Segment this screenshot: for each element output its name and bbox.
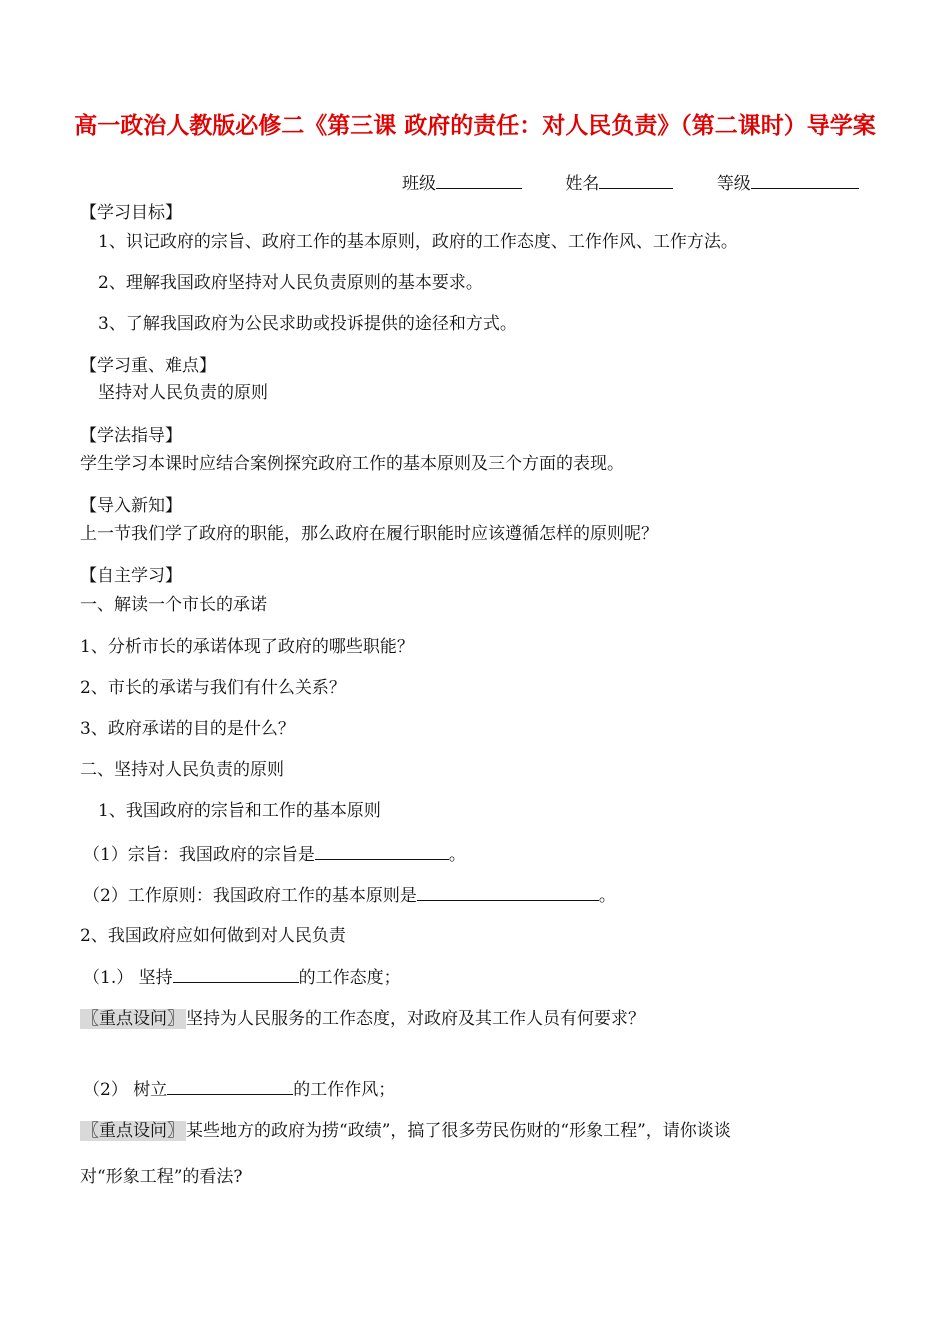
objectives-heading: 【学习目标】 — [80, 203, 182, 223]
question-2: 2、市长的承诺与我们有什么关系？ — [80, 678, 346, 698]
class-label: 班级 — [402, 174, 436, 194]
focus-question-1 — [80, 1008, 645, 1030]
intro-heading: 【导入新知】 — [80, 496, 182, 516]
part-1-heading: 一、解读一个市长的承诺 — [80, 595, 267, 615]
grade-field[interactable] — [717, 174, 859, 194]
question-1: 1、分析市长的承诺体现了政府的哪些职能？ — [80, 637, 414, 657]
part-2-item-2: 2、我国政府应如何做到对人民负责 — [80, 926, 346, 946]
objective-3: 3、了解我国政府为公民求助或投诉提供的途径和方式。 — [98, 314, 517, 334]
purpose-line — [83, 843, 466, 866]
keypoints-heading: 【学习重、难点】 — [80, 356, 216, 376]
student-info-row — [402, 172, 859, 195]
name-field[interactable] — [565, 174, 673, 194]
principle-label: （2）工作原则：我国政府工作的基本原则是 — [83, 886, 417, 906]
purpose-blank[interactable] — [315, 843, 449, 860]
part-2-item-1: 1、我国政府的宗旨和工作的基本原则 — [98, 801, 381, 821]
principle-end: 。 — [598, 886, 616, 906]
purpose-end: 。 — [448, 845, 466, 865]
style-label: （2） 树立 — [83, 1080, 168, 1100]
keypoints-text: 坚持对人民负责的原则 — [98, 383, 268, 403]
class-field[interactable] — [402, 174, 522, 194]
style-line — [83, 1078, 395, 1101]
name-blank[interactable] — [599, 172, 673, 189]
attitude-label: （1.） 坚持 — [83, 968, 173, 988]
style-blank[interactable] — [167, 1078, 293, 1095]
grade-blank[interactable] — [751, 172, 859, 189]
objective-1: 1、识记政府的宗旨、政府工作的基本原则，政府的工作态度、工作作风、工作方法。 — [98, 232, 738, 252]
method-text: 学生学习本课时应结合案例探究政府工作的基本原则及三个方面的表现。 — [80, 454, 624, 474]
attitude-end: 的工作态度； — [298, 968, 401, 988]
focus-question-2-cont: 对“形象工程”的看法? — [80, 1167, 243, 1187]
style-end: 的工作作风； — [293, 1080, 396, 1100]
question-3: 3、政府承诺的目的是什么？ — [80, 719, 295, 739]
page-title: 高一政治人教版必修二《第三课 政府的责任：对人民负责》（第二课时）导学案 — [74, 113, 876, 139]
focus-label-1: 〖重点设问〗 — [82, 1009, 184, 1029]
focus-label-2: 〖重点设问〗 — [82, 1121, 184, 1141]
focus-text-1: 坚持为人民服务的工作态度，对政府及其工作人员有何要求？ — [186, 1009, 645, 1029]
class-blank[interactable] — [436, 172, 522, 189]
focus-text-2: 某些地方的政府为捞“政绩”，搞了很多劳民伤财的“形象工程”，请你谈谈 — [186, 1121, 731, 1141]
objective-2: 2、理解我国政府坚持对人民负责原则的基本要求。 — [98, 273, 483, 293]
purpose-label: （1）宗旨：我国政府的宗旨是 — [83, 845, 315, 865]
principle-line — [83, 884, 616, 907]
attitude-line — [83, 966, 401, 989]
self-study-heading: 【自主学习】 — [80, 566, 182, 586]
principle-blank[interactable] — [417, 884, 599, 901]
grade-label: 等级 — [716, 174, 751, 194]
method-heading: 【学法指导】 — [80, 426, 182, 446]
focus-question-2 — [80, 1120, 731, 1142]
name-label: 姓名 — [565, 174, 600, 194]
intro-text: 上一节我们学了政府的职能，那么政府在履行职能时应该遵循怎样的原则呢？ — [80, 524, 658, 544]
part-2-heading: 二、坚持对人民负责的原则 — [80, 760, 284, 780]
attitude-blank[interactable] — [173, 966, 299, 983]
